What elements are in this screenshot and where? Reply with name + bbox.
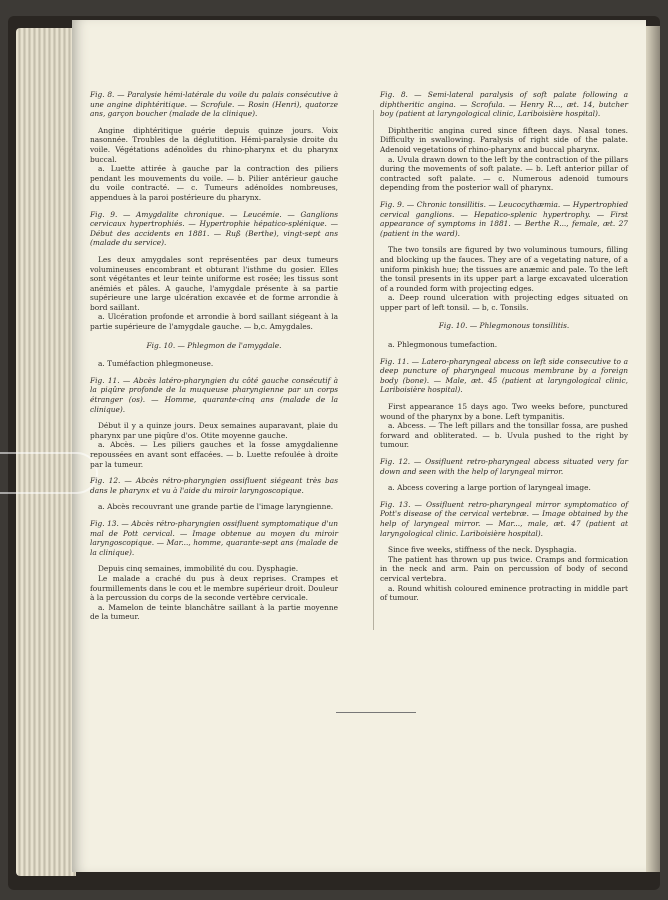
fig8-text-fr: Angine diphtéritique guérie depuis quinze jours. Voix nasonnée. Troubles de la déglutition. Hémi-paralysie droite du voile. Végétations adénoïdes du rhino-pharynx et du pharynx buccal. bbox=[90, 125, 338, 164]
fig12-legend-fr: a. Abcès recouvrant une grande partie de l'image laryngienne. bbox=[98, 502, 334, 512]
fig12-caption-fr: Fig. 12. — Abcès rétro-pharyngien ossifluent siégeant très bas dans le pharynx et vu à l'aide du miroir laryngoscopique. bbox=[90, 476, 338, 495]
fig8-text-en: Diphtheritic angina cured since fifteen days. Nasal tones. Difficulty in swallowing. Paralysis of right side of the palate. Adenoid vegetations of rhino-pharynx and buccal pharynx. bbox=[380, 125, 628, 154]
fig13-text2-fr: Le malade a craché du pus à deux reprises. Crampes et fourmillements dans le cou et le membre supérieur droit. Douleur à la percussion du corps de la seconde vertèbre cervicale. bbox=[90, 573, 338, 603]
fig13-legend-fr: a. Mamelon de teinte blanchâtre saillant à la partie moyenne de la tumeur. bbox=[90, 602, 338, 622]
fig13-legend-en: a. Round whitish coloured eminence protracting in middle part of tumour. bbox=[380, 583, 628, 603]
fig8-caption-en: Fig. 8. — Semi-lateral paralysis of soft palate following a diphtheritic angina. — Scrofula. — Henry R..., æt. 14, butcher boy (patient at laryngological clinic, Lariboisière hospital). bbox=[380, 90, 628, 119]
fig12-legend-en: a. Abcess covering a large portion of laryngeal image. bbox=[388, 483, 591, 493]
fig11-caption-en: Fig. 11. — Latero-pharyngeal abcess on left side consecutive to a deep puncture of pharyngeal mucous membrane by a foreign body (bone). — Male, æt. 45 (patient at laryngological clinic, Lariboisière hospital). bbox=[380, 356, 628, 395]
fig8-legend-en: a. Uvula drawn down to the left by the contraction of the pillars during the movements of soft palate. — b. Left anterior pillar of contracted soft palate. — c. Numerous adenoid tumours depending from the posterior wall of pharynx. bbox=[380, 154, 628, 193]
fig8-legend-fr: a. Luette attirée à gauche par la contraction des piliers pendant les mouvements du voile. — b. Pilier antérieur gauche du voile contracté. — c. Tumeurs adénoïdes nombreuses, appendues à la paroi postérieure du pharynx. bbox=[90, 164, 338, 202]
fig9-caption-fr: Fig. 9. — Amygdalite chronique. — Leucémie. — Ganglions cervicaux hypertrophiés. — Hypertrophie hépatico-splénique. — Début des accidents en 1881. — Ruß (Berthe), vingt-sept ans (malade du service). bbox=[90, 209, 338, 248]
fig10-legend-en: a. Phlegmonous tumefaction. bbox=[388, 340, 498, 350]
fig10-caption-fr: Fig. 10. — Phlegmon de l'amygdale. bbox=[146, 340, 282, 350]
fig13-caption-en: Fig. 13. — Ossifluent retro-pharyngeal mirror symptomatico of Pott's disease of the cervical vertebræ. — Image obtained by the help of laryngeal mirror. — Mar..., male, æt. 47 (patient at laryngological clinic. Lariboisière hospital). bbox=[380, 499, 628, 538]
fig9-legend-fr: a. Ulcération profonde et arrondie à bord saillant siégeant à la partie supérieure de l'amygdale gauche. — b,c. Amygdales. bbox=[90, 312, 338, 332]
fig13-text-en: Since five weeks, stiffness of the neck. Dysphagia. bbox=[388, 545, 577, 555]
fig11-legend-en: a. Abcess. — The left pillars and the tonsillar fossa, are pushed forward and obliterated. — b. Uvula pushed to the right by tumour. bbox=[380, 421, 628, 450]
fig11-caption-fr: Fig. 11. — Abcès latéro-pharyngien du côté gauche consécutif à la piqûre profonde de la muqueuse pharyngienne par un corps étranger (os). — Homme, quarante-cinq ans (malade de la clinique). bbox=[90, 375, 338, 414]
fig10-legend-fr: a. Tuméfaction phlegmoneuse. bbox=[98, 359, 214, 369]
fig11-legend-fr: a. Abcès. — Les piliers gauches et la fosse amygdalienne repoussées en avant sont effacées. — b. Luette refoulée à droite par la tumeur. bbox=[90, 440, 338, 469]
fig13-text2-en: The patient has thrown up pus twice. Cramps and formication in the neck and arm. Pain on percussion of body of second cervical vertebra. bbox=[380, 554, 628, 583]
fig11-text-fr: Début il y a quinze jours. Deux semaines auparavant, plaie du pharynx par une piqûre d'os. Otite moyenne gauche. bbox=[90, 421, 338, 440]
bottom-rule bbox=[336, 712, 416, 713]
fig9-text-en: The two tonsils are figured by two voluminous tumours, filling and blocking up the fauces. They are of a vegetating nature, of a uniform pinkish hue; the tissues are anæmic and pale. To the left the tonsil presents in its upper part a large excavated ulceration of a rounded form with projecting edges. bbox=[380, 245, 628, 293]
column-divider bbox=[373, 110, 374, 630]
bookmark-ribbon bbox=[0, 452, 98, 494]
fig12-caption-en: Fig. 12. — Ossifluent retro-pharyngeal abcess situated very far down and seen with the help of laryngeal mirror. bbox=[380, 457, 628, 476]
fig9-legend-en: a. Deep round ulceration with projecting edges situated on upper part of left tonsil. — b, c. Tonsils. bbox=[380, 293, 628, 312]
fig9-text-fr: Les deux amygdales sont représentées par deux tumeurs volumineuses encombrant et obturant l'isthme du gosier. Elles sont végétantes et leur teinte uniforme est rosée; les tissus sont anémiés et pâles. A gauche, l'amygdale présente à sa partie supérieure une large ulcération excavée et de forme arrondie à bord saillant. bbox=[90, 254, 338, 312]
english-column bbox=[380, 90, 628, 610]
fig13-text-fr: Depuis cinq semaines, immobilité du cou. Dysphagie. bbox=[98, 564, 299, 574]
next-page-edge bbox=[646, 26, 660, 872]
fig9-caption-en: Fig. 9. — Chronic tonsillitis. — Leucocythæmia. — Hypertrophied cervical ganglions. — Hepatico-splenic hypertrophy. — First appearance of symptoms in 1881. — Berthe R..., female, æt. 27 (patient in the ward). bbox=[380, 199, 628, 238]
fig10-caption-en: Fig. 10. — Phlegmonous tonsillitis. bbox=[438, 321, 570, 331]
fig13-caption-fr: Fig. 13. — Abcès rétro-pharyngien ossifluent symptomatique d'un mal de Pott cervical. — Image obtenue au moyen du miroir laryngoscopique. — Mar..., homme, quarante-sept ans (malade de la clinique). bbox=[90, 518, 338, 557]
fig8-caption-fr: Fig. 8. — Paralysie hémi-latérale du voile du palais consécutive à une angine diphtéritique. — Scrofule. — Rosin (Henri), quatorze ans, garçon boucher (malade de la clinique). bbox=[90, 90, 338, 119]
fig11-text-en: First appearance 15 days ago. Two weeks before, punctured wound of the pharynx by a bone. Left tympanitis. bbox=[380, 402, 628, 421]
french-column bbox=[90, 90, 338, 629]
